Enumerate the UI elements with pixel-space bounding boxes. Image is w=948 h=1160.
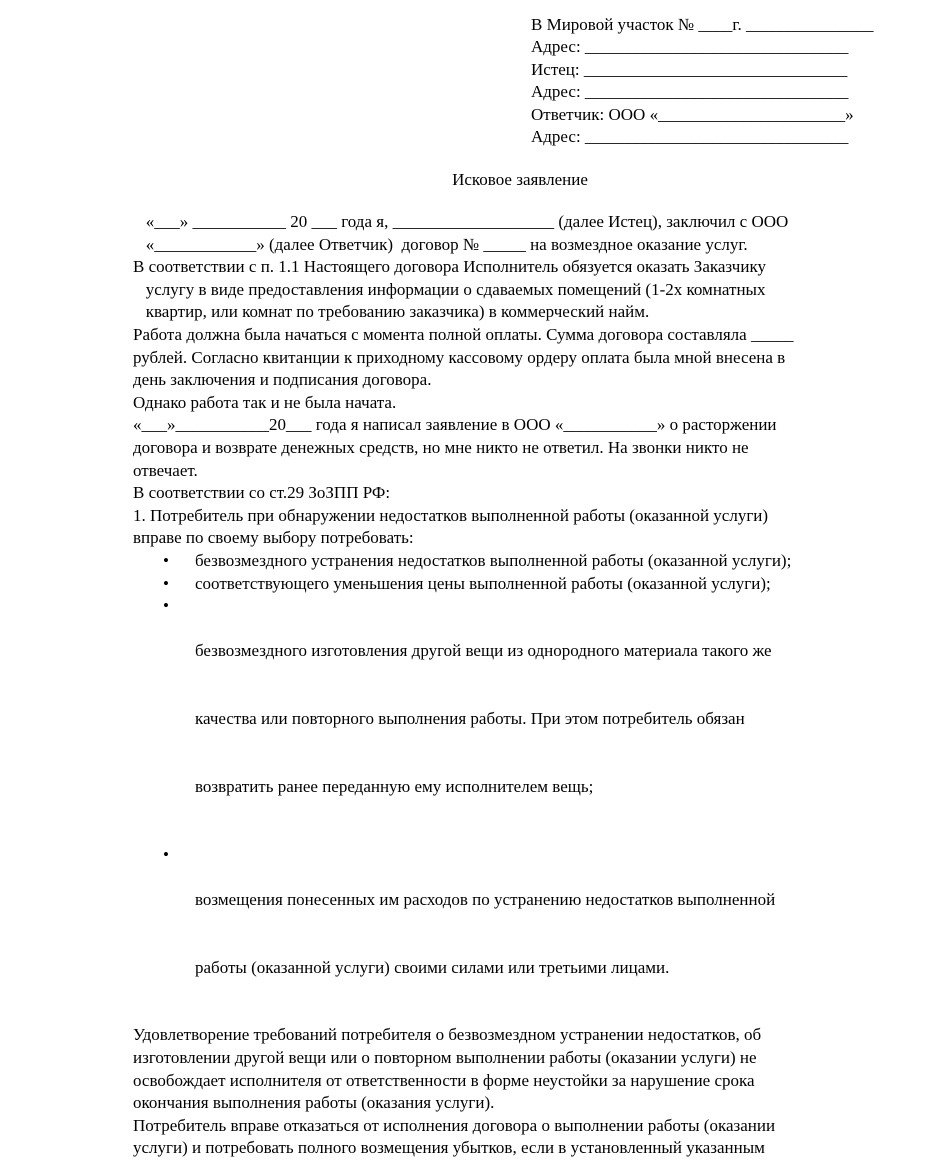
body-line: изготовлении другой вещи или о повторном выполнении работы (оказании услуги) не	[133, 1047, 757, 1067]
list-item-text: возмещения понесенных им расходов по устранению недостатков выполненной работы (оказанной услуги) своими силами или третьими лицами.	[195, 889, 776, 977]
body-line: «___»___________20___ года я написал заявление в ООО «___________» о расторжении	[133, 415, 777, 435]
document-title: Исковое заявление	[452, 170, 588, 189]
body-line: договора и возврате денежных средств, но мне никто не ответил. На звонки никто не	[133, 437, 749, 457]
body-line: 1. Потребитель при обнаружении недостатков выполненной работы (оказанной услуги)	[133, 505, 769, 525]
addressee-block	[531, 14, 873, 148]
list-item	[133, 595, 878, 844]
body-line: окончания выполнения работы (оказания услуги).	[133, 1093, 495, 1113]
body-line: Удовлетворение требований потребителя о безвозмездном устранении недостатков, об	[133, 1025, 762, 1045]
body-line: вправе по своему выбору потребовать:	[133, 528, 414, 548]
header-line-defendant: Ответчик: ООО «______________________»	[531, 104, 854, 124]
body-line: квартир, или комнат по требованию заказчика) в коммерческий найм.	[133, 302, 650, 322]
body-line: освобождает исполнителя от ответственности в форме неустойки за нарушение срока	[133, 1070, 755, 1090]
header-line-court-address: Адрес: _______________________________	[531, 37, 849, 57]
list-item-text: соответствующего уменьшения цены выполненной работы (оказанной услуги);	[195, 573, 771, 593]
body-line: Работа должна была начаться с момента полной оплаты. Сумма договора составляла _____	[133, 324, 794, 344]
body-line: «___» ___________ 20 ___ года я, ___________________ (далее Истец), заключил с ООО	[133, 212, 789, 231]
body-line: «____________» (далее Ответчик) договор № _____ на возмездное оказание услуг.	[133, 234, 748, 254]
bullet-icon: •	[163, 550, 169, 570]
header-line-plaintiff-address: Адрес: _______________________________	[531, 82, 849, 102]
body-line: В соответствии со ст.29 ЗоЗПП РФ:	[133, 483, 391, 503]
bullet-icon: •	[163, 573, 169, 593]
header-line-plaintiff: Истец: _______________________________	[531, 59, 848, 79]
list-item-text: безвозмездного устранения недостатков выполненной работы (оказанной услуги);	[195, 550, 792, 570]
bullet-icon: •	[163, 596, 169, 616]
list-item	[133, 844, 878, 1025]
list-item	[133, 573, 878, 596]
body-line: услугу в виде предоставления информации о сдаваемых помещений (1-2х комнатных	[133, 279, 766, 299]
header-line-defendant-address: Адрес: _______________________________	[531, 126, 849, 146]
body-line: Потребитель вправе отказаться от исполнения договора о выполнении работы (оказании	[133, 1115, 776, 1135]
list-item-text: безвозмездного изготовления другой вещи из однородного материала такого же качества или повторного выполнения работы. При этом потребитель обязан возвратить ранее переданную ему исполнителем вещь;	[195, 641, 772, 796]
body-line: Однако работа так и не была начата.	[133, 392, 397, 412]
body-line: рублей. Согласно квитанции к приходному кассовому ордеру оплата была мной внесена в	[133, 347, 786, 367]
document-body	[133, 211, 878, 1160]
bullet-icon: •	[163, 844, 169, 864]
list-item	[133, 550, 878, 573]
body-line: день заключения и подписания договора.	[133, 370, 432, 390]
body-line: В соответствии с п. 1.1 Настоящего договора Исполнитель обязуется оказать Заказчику	[133, 257, 766, 277]
header-line-court: В Мировой участок № ____г. _______________	[531, 15, 874, 34]
body-line: отвечает.	[133, 460, 198, 480]
body-line: услуги) и потребовать полного возмещения убытков, если в установленный указанным	[133, 1138, 765, 1158]
